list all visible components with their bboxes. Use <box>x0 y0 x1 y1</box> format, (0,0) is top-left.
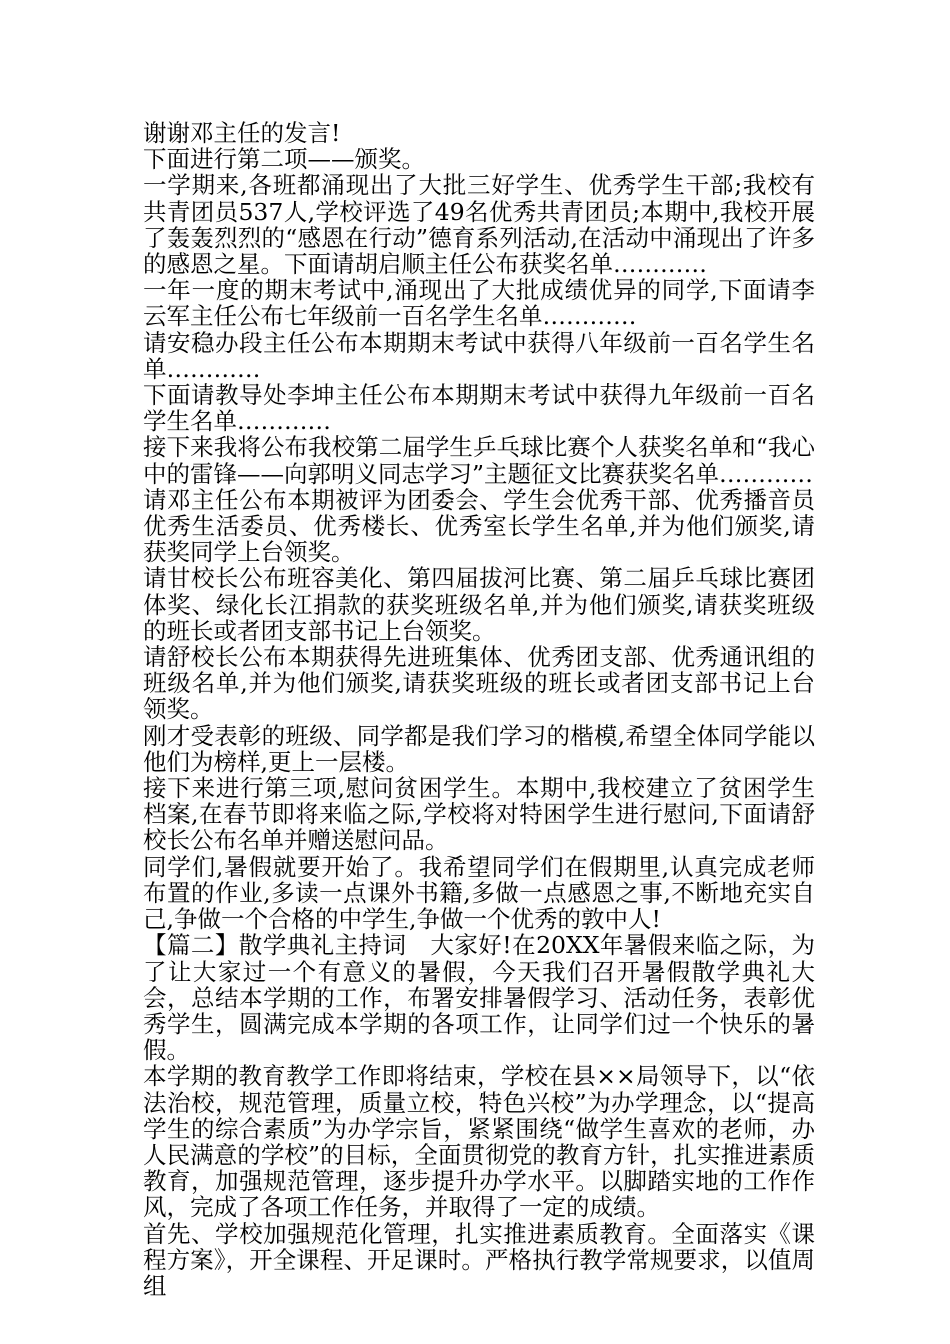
paragraph-grade8-list: 请安稳办段主任公布本期期末考试中获得八年级前一百名学生名单………… <box>143 328 815 383</box>
paragraph-management: 首先、学校加强规范化管理，扎实推进素质教育。全面落实《课程方案》，开全课程、开足课时。严格执行教学常规要求，以值周组 <box>143 1219 815 1300</box>
paragraph-grade7-list: 一年一度的期末考试中,涌现出了大批成绩优异的同学,下面请李云军主任公布七年级前一百名学生名单………… <box>143 276 815 331</box>
document-page <box>143 120 815 1299</box>
paragraph-cadres-award: 请邓主任公布本期被评为团委会、学生会优秀干部、优秀播音员优秀生活委员、优秀楼长、优秀室长学生名单,并为他们颁奖,请获奖同学上台领奖。 <box>143 485 815 567</box>
paragraph-advanced-class: 请舒校长公布本期获得先进班集体、优秀团支部、优秀通讯组的班级名单,并为他们颁奖,请获奖班级的班长或者团支部书记上台领奖。 <box>143 643 815 724</box>
paragraph-part-two-intro: 【篇二】散学典礼主持词 大家好!在20XX年暑假来临之际，为了让大家过一个有意义的暑假，今天我们召开暑假散学典礼大会，总结本学期的工作，布署安排暑假学习、活动任务，表彰优秀学生，圆满完成本学期的各项工作，让同学们过一个快乐的暑假。 <box>143 931 815 1065</box>
paragraph-thanks: 谢谢邓主任的发言! <box>143 119 341 147</box>
paragraph-grade9-list: 下面请教导处李坤主任公布本期期末考试中获得九年级前一百名学生名单………… <box>143 381 815 436</box>
paragraph-role-models: 刚才受表彰的班级、同学都是我们学习的楷模,希望全体同学能以他们为榜样,更上一层楼。 <box>143 721 815 776</box>
paragraph-semester-summary: 一学期来,各班都涌现出了大批三好学生、优秀学生干部;我校有共青团员537人,学校评选了49名优秀共青团员;本期中,我校开展了轰轰烈烈的“感恩在行动”德育系列活动,在活动中涌现出了许多的感恩之星。下面请胡启顺主任公布获奖名单………… <box>143 171 815 279</box>
paragraph-school-work: 本学期的教育教学工作即将结束，学校在县××局领导下，以“依法治校，规范管理，质量立校，特色兴校”为办学理念，以“提高学生的综合素质”为办学宗旨，紧紧围绕“做学生喜欢的老师，办人民满意的学校”的目标，全面贯彻党的教育方针，扎实推进素质教育，加强规范管理，逐步提升办学水平。以脚踏实地的工作作风，完成了各项工作任务，并取得了一定的成绩。 <box>143 1062 815 1222</box>
paragraph-third-item: 接下来进行第三项,慰问贫困学生。本期中,我校建立了贫困学生档案,在春节即将来临之际,学校将对特困学生进行慰问,下面请舒校长公布名单并赠送慰问品。 <box>143 774 815 855</box>
paragraph-second-item: 下面进行第二项——颁奖。 <box>143 145 425 174</box>
paragraph-summer-advice: 同学们,暑假就要开始了。我希望同学们在假期里,认真完成老师布置的作业,多读一点课外书籍,多做一点感恩之事,不断地充实自己,争做一个合格的中学生,争做一个优秀的敦中人! <box>143 852 815 934</box>
paragraph-class-awards: 请甘校长公布班容美化、第四届拔河比赛、第二届乒乓球比赛团体奖、绿化长江捐款的获奖班级名单,并为他们颁奖,请获奖班级的班长或者团支部书记上台领奖。 <box>143 564 815 645</box>
paragraph-pingpong-essay: 接下来我将公布我校第二届学生乒乓球比赛个人获奖名单和“我心中的雷锋——向郭明义同志学习”主题征文比赛获奖名单………… <box>143 433 815 488</box>
